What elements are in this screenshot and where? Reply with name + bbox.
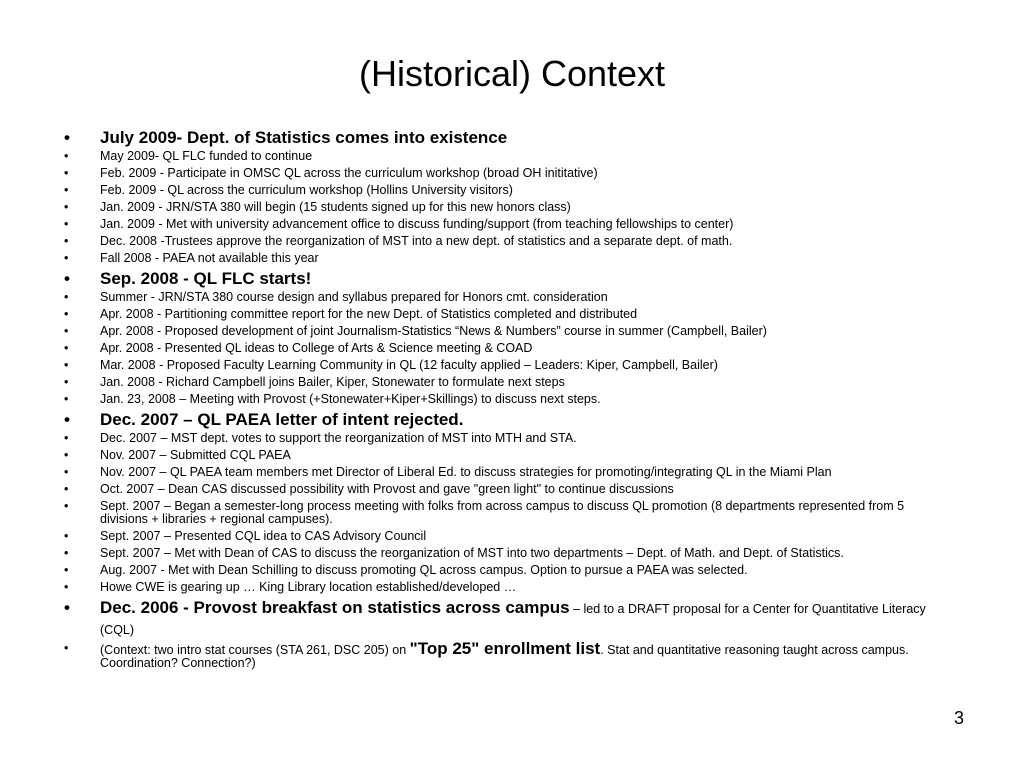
list-item-bold-text: "Top 25" enrollment list xyxy=(409,639,601,658)
bullet-icon: • xyxy=(64,410,70,429)
list-item-text: Sept. 2007 – Presented CQL idea to CAS Advisory Council xyxy=(100,529,427,543)
list-item-text: Summer - JRN/STA 380 course design and syllabus prepared for Honors cmt. consideration xyxy=(100,290,608,304)
list-item-text: Nov. 2007 – Submitted CQL PAEA xyxy=(100,448,291,462)
list-item-bold-text: Dec. 2006 - Provost breakfast on statistics across campus xyxy=(100,598,570,617)
bullet-icon: • xyxy=(64,234,69,248)
list-item xyxy=(64,342,954,355)
list-item xyxy=(64,581,954,594)
list-item-text: Howe CWE is gearing up … King Library location established/developed … xyxy=(100,580,517,594)
list-item xyxy=(64,218,954,231)
bullet-icon: • xyxy=(64,641,69,655)
list-item xyxy=(64,547,954,560)
list-item-text: Jan. 2009 - Met with university advancement office to discuss funding/support (from teaching fellowships to center) xyxy=(100,217,734,231)
bullet-icon: • xyxy=(64,341,69,355)
list-item-dec-2006 xyxy=(64,598,954,640)
bullet-icon: • xyxy=(64,499,69,513)
bullet-icon: • xyxy=(64,563,69,577)
list-item xyxy=(64,376,954,389)
list-item xyxy=(64,291,954,304)
list-item xyxy=(64,128,954,148)
slide-title: (Historical) Context xyxy=(358,53,666,94)
bullet-icon: • xyxy=(64,149,69,163)
list-item xyxy=(64,432,954,445)
list-item xyxy=(64,252,954,265)
list-item-text: Feb. 2009 - Participate in OMSC QL across the curriculum workshop (broad OH inititative) xyxy=(100,166,598,180)
bullet-icon: • xyxy=(64,580,69,594)
bullet-icon: • xyxy=(64,200,69,214)
bullet-icon: • xyxy=(64,375,69,389)
timeline-bullet-list xyxy=(64,128,954,674)
list-item-text: Sept. 2007 – Met with Dean of CAS to discuss the reorganization of MST into two departments – Dept. of Math. and Dept. of Statistics. xyxy=(100,546,844,560)
bullet-icon: • xyxy=(64,448,69,462)
list-item-text: Apr. 2008 - Partitioning committee report for the new Dept. of Statistics completed and distributed xyxy=(100,307,638,321)
list-item-text: Jan. 2008 - Richard Campbell joins Bailer, Kiper, Stonewater to formulate next steps xyxy=(100,375,565,389)
bullet-icon: • xyxy=(64,482,69,496)
list-item-text: Jan. 2009 - JRN/STA 380 will begin (15 students signed up for this new honors class) xyxy=(100,200,571,214)
list-item xyxy=(64,201,954,214)
list-item-text: (Context: two intro stat courses (STA 261, DSC 205) on xyxy=(100,643,410,657)
list-item-text: Aug. 2007 - Met with Dean Schilling to discuss promoting QL across campus. Option to pursue a PAEA was selected. xyxy=(100,563,748,577)
list-item xyxy=(64,269,954,289)
list-item xyxy=(64,466,954,479)
list-item-text: Apr. 2008 - Proposed development of joint Journalism-Statistics “News & Numbers” course in summer (Campbell, Bailer) xyxy=(100,324,767,338)
list-item-text: Dec. 2007 – MST dept. votes to support the reorganization of MST into MTH and STA. xyxy=(100,431,577,445)
list-item xyxy=(64,393,954,406)
bullet-icon: • xyxy=(64,465,69,479)
bullet-icon: • xyxy=(64,269,70,288)
list-item-text-end: . Stat and quantitative reasoning taught across campus. Coordination? Connection?) xyxy=(100,643,909,670)
list-item xyxy=(64,150,954,163)
bullet-icon: • xyxy=(64,166,69,180)
list-item-text: May 2009- QL FLC funded to continue xyxy=(100,149,313,163)
bullet-icon: • xyxy=(64,431,69,445)
list-item xyxy=(64,449,954,462)
bullet-icon: • xyxy=(64,217,69,231)
bullet-icon: • xyxy=(64,598,70,617)
list-item xyxy=(64,167,954,180)
list-item-text: Mar. 2008 - Proposed Faculty Learning Community in QL (12 faculty applied – Leaders: Kiper, Campbell, Bailer) xyxy=(100,358,718,372)
list-item xyxy=(64,564,954,577)
list-item xyxy=(64,483,954,496)
page-number: 3 xyxy=(953,708,964,728)
list-item-text: Fall 2008 - PAEA not available this year xyxy=(100,251,319,265)
list-item-text: Sept. 2007 – Began a semester-long process meeting with folks from across campus to discuss QL promotion (8 departments represented from 5 divisions + libraries + regional campuses). xyxy=(100,499,905,526)
bullet-icon: • xyxy=(64,307,69,321)
list-item-text: Feb. 2009 - QL across the curriculum workshop (Hollins University visitors) xyxy=(100,183,513,197)
list-item-text: – led to a DRAFT proposal for a Center for Quantitative Literacy (CQL) xyxy=(100,602,926,637)
list-item xyxy=(64,308,954,321)
bullet-icon: • xyxy=(64,546,69,560)
bullet-icon: • xyxy=(64,392,69,406)
list-item-text: Dec. 2008 -Trustees approve the reorganization of MST into a new dept. of statistics and a separate dept. of math. xyxy=(100,234,733,248)
bullet-icon: • xyxy=(64,290,69,304)
list-item xyxy=(64,235,954,248)
list-item-text: Sep. 2008 - QL FLC starts! xyxy=(100,269,312,288)
list-item xyxy=(64,184,954,197)
list-item xyxy=(64,530,954,543)
list-item-context xyxy=(64,639,954,670)
list-item xyxy=(64,500,954,526)
bullet-icon: • xyxy=(64,251,69,265)
list-item-text: Oct. 2007 – Dean CAS discussed possibility with Provost and gave "green light" to continue discussions xyxy=(100,482,674,496)
bullet-icon: • xyxy=(64,358,69,372)
bullet-icon: • xyxy=(64,529,69,543)
list-item xyxy=(64,325,954,338)
list-item-text: Nov. 2007 – QL PAEA team members met Director of Liberal Ed. to discuss strategies for promoting/integrating QL in the Miami Plan xyxy=(100,465,832,479)
bullet-icon: • xyxy=(64,183,69,197)
list-item-text: July 2009- Dept. of Statistics comes into existence xyxy=(100,128,508,147)
list-item-text: Jan. 23, 2008 – Meeting with Provost (+Stonewater+Kiper+Skillings) to discuss next steps. xyxy=(100,392,601,406)
list-item xyxy=(64,359,954,372)
list-item-text: Dec. 2007 – QL PAEA letter of intent rejected. xyxy=(100,410,464,429)
list-item xyxy=(64,410,954,430)
bullet-icon: • xyxy=(64,324,69,338)
list-item-text: Apr. 2008 - Presented QL ideas to College of Arts & Science meeting & COAD xyxy=(100,341,533,355)
bullet-icon: • xyxy=(64,128,70,147)
